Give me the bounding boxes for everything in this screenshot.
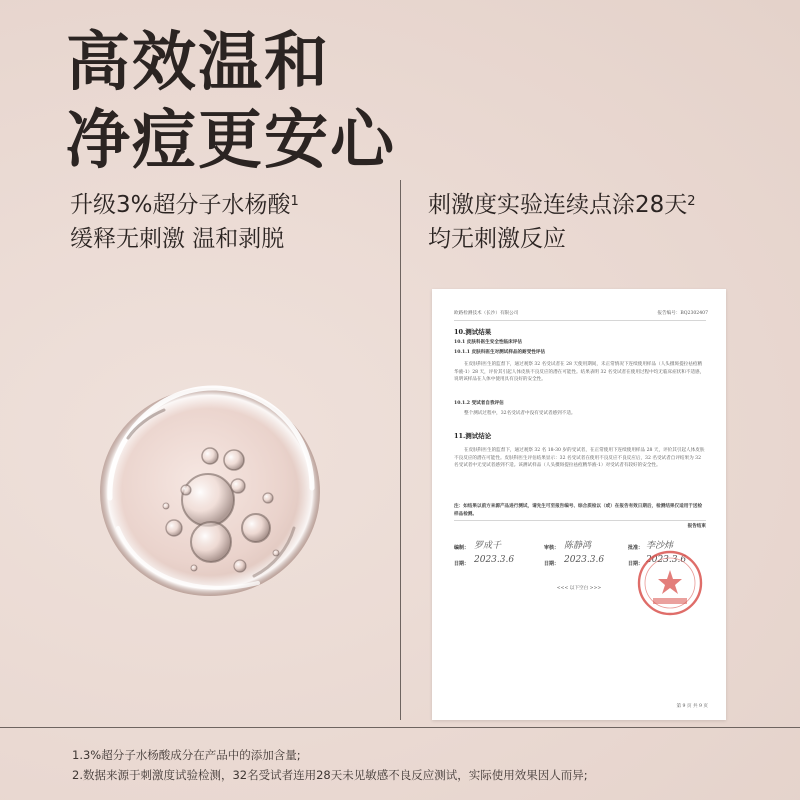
report-section-10-title: 10.测试结果 <box>454 328 492 336</box>
sign-reviewer-date-label: 日期： <box>544 561 560 567</box>
sign-author-label: 编制： <box>454 545 470 551</box>
claim-right-footnote-ref: 2 <box>687 194 696 209</box>
report-header-rule <box>454 320 706 321</box>
report-section-11-title: 11.测试结论 <box>454 432 492 440</box>
sign-approver-date: 2023.3.6 <box>646 555 687 565</box>
claim-left-line-1: 升级3%超分子水杨酸 <box>70 192 291 218</box>
report-note: 注：如结果以前方来源产品进行测试，请先生可至报告编号、综合质检以（或）在报告有效日期后，检测结果仅适用于送检样品检测。 <box>454 504 703 517</box>
column-divider <box>400 180 401 720</box>
report-paragraph-10: 在皮肤科医生的监督下，通过观察 32 名受试者在 28 天使用期间，未正常情况下连续使用样品（人头摄斑提拉祛痘精华液-1）28 天，评价其引起人体皮肤不良反应的潜在可能性。结果表明 32 名受试者在使用过程中均无临床症状和不适感，说明该样品在人体中使用具有良好的安全性。 <box>454 362 705 382</box>
claim-left-line-2: 缓释无刺激 温和剥脱 <box>70 226 285 252</box>
test-report-document <box>432 289 726 720</box>
sign-reviewer-signature: 陈静鸿 <box>564 541 592 551</box>
report-paragraph-10b: 整个测试过程中，32名受试者中没有受试者感到不适。 <box>464 411 576 416</box>
report-page-footer: 第 9 页 共 9 页 <box>676 704 708 709</box>
report-end-label: 报告结束 <box>687 524 706 529</box>
footnote-2: 2.数据来源于刺激度试验检测，32名受试者连用28天未见敏感不良反应测试，实际使用效果因人而异; <box>72 768 588 782</box>
claim-irritation-test <box>428 188 696 256</box>
footnotes <box>72 745 588 785</box>
sign-reviewer-label: 审核： <box>544 545 560 551</box>
sign-author-date-label: 日期： <box>454 561 470 567</box>
report-blank-marker: <<< 以下空白 >>> <box>556 586 602 591</box>
claim-salicylic-acid <box>70 188 299 256</box>
headline-line-2: 净痘更安心 <box>66 104 396 178</box>
footnote-divider <box>0 727 800 728</box>
sign-author-date: 2023.3.6 <box>474 555 515 565</box>
report-sub-10-1-1: 10.1.1 皮肤科医生对测试样品的耐受性评估 <box>454 350 546 355</box>
report-note-rule <box>454 520 706 521</box>
headline <box>66 24 396 180</box>
sign-approver-signature: 李沙炜 <box>646 541 674 551</box>
inspection-seal-stamp <box>635 548 705 618</box>
footnote-1: 1.3%超分子水杨酸成分在产品中的添加含量; <box>72 748 301 762</box>
sign-author-signature: 罗成千 <box>474 541 502 551</box>
report-sub-10-1-2: 10.1.2 受试者自我评估 <box>454 401 504 406</box>
sign-approver-label: 批准： <box>628 545 644 551</box>
sign-reviewer-date: 2023.3.6 <box>564 555 605 565</box>
claim-right-line-1: 刺激度实验连续点涂28天 <box>428 192 688 218</box>
seal-stamp-icon <box>635 548 705 618</box>
headline-line-1: 高效温和 <box>66 26 330 100</box>
claim-left-footnote-ref: 1 <box>290 194 299 209</box>
report-paragraph-11: 在皮肤科医生的监督下，通过观察 32 名 18-30 岁的受试者，在正常使用下连续使用样品 28 天，评价其引起人体皮肤不良反应的潜在可能性。皮肤科医生评估结果显示：32 名受试者在使用不良反应不良反应后，32 名受试者自评结果为 32 名受试者中无受试者感到不适。该测试样品（人头摄斑提拉祛痘精华液-1）对受试者有较好的安全性。 <box>454 448 705 468</box>
report-header-company: 欧路检测技术（长沙）有限公司 <box>454 311 519 316</box>
serum-droplet-icon <box>98 378 322 602</box>
sign-approver-date-label: 日期： <box>628 561 644 567</box>
claim-right-line-2: 均无刺激反应 <box>428 226 566 252</box>
serum-droplet-image <box>98 378 322 602</box>
report-sub-10-1: 10.1 皮肤科医生安全性临床评估 <box>454 340 522 345</box>
report-header-number: 报告编号：BQ2302407 <box>657 311 708 316</box>
